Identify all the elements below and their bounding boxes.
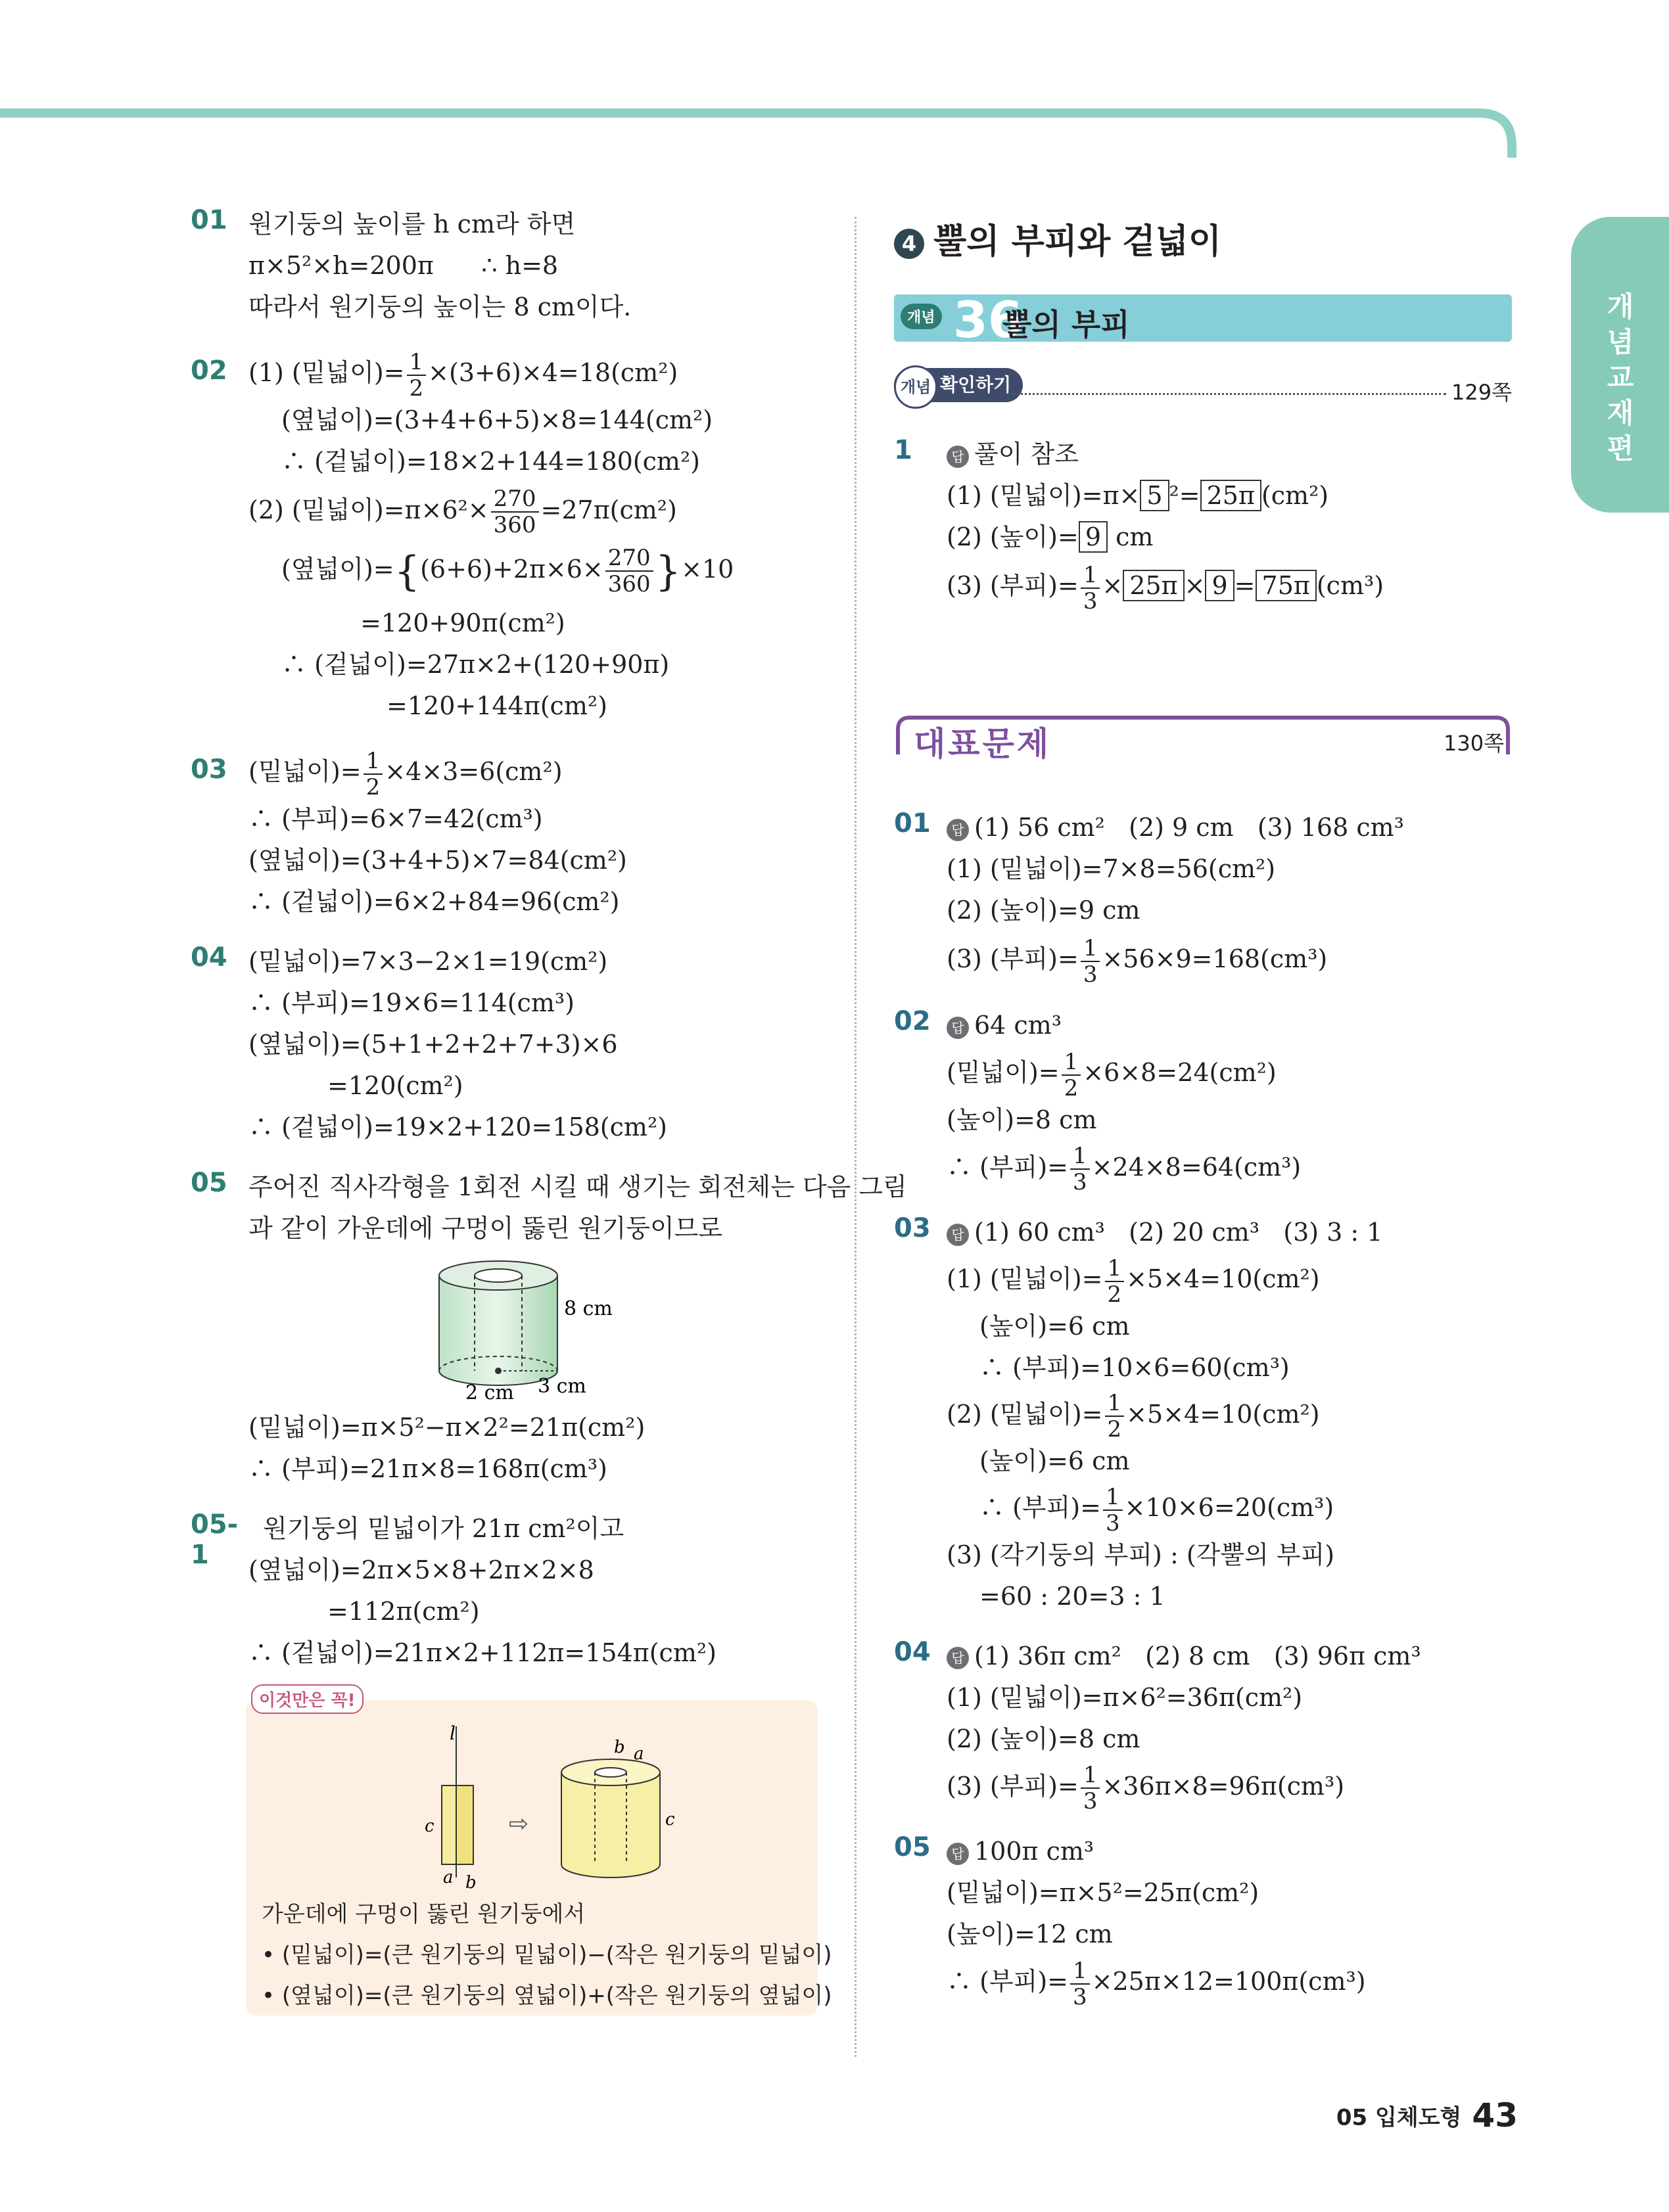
solution-line: (1) (밑넓이)=7×8=56(cm²): [947, 854, 1276, 883]
rep-problem-01: [894, 807, 1512, 986]
solution-line: (옆넓이)=(3+4+6+5)×8=144(cm²): [281, 405, 713, 434]
text-segment: ×56×9=168(cm³): [1102, 944, 1328, 973]
rotation-figure: [397, 1713, 699, 1891]
solution-line: [947, 558, 1512, 613]
text-segment: (3) (부피)=: [947, 1771, 1079, 1801]
problem-number: 01: [191, 205, 227, 235]
solution-line: [947, 517, 1512, 558]
answer-mark: 답: [947, 446, 969, 468]
section-title-text: 뿔의 부피와 겉넓이: [933, 222, 1222, 262]
problem-number: 05: [894, 1832, 931, 1862]
answer-mark: 답: [947, 819, 969, 841]
problem-number: 04: [191, 942, 227, 973]
offset-label: b: [614, 1737, 625, 1757]
solution-line: (밑넓이)=7×3−2×1=19(cm²): [248, 946, 608, 976]
problem-number: 02: [894, 1006, 931, 1036]
solution-line: [947, 1482, 1512, 1534]
text-segment: (2) (높이)=: [947, 522, 1079, 551]
solution-line: [248, 482, 822, 538]
text-segment: ×: [1184, 571, 1206, 600]
representative-header: [894, 714, 1512, 763]
denominator: 3: [1083, 1788, 1098, 1814]
solution-line: [947, 475, 1512, 517]
solution-line: (높이)=8 cm: [947, 1105, 1097, 1134]
problem-05-1: [191, 1508, 822, 1674]
concept-title: 뿔의 부피: [1002, 307, 1130, 342]
page-reference: 129쪽: [1451, 380, 1512, 405]
solution-line: ∴ (겉넓이)=21π×2+112π=154π(cm²): [248, 1638, 717, 1667]
numerator: 1: [407, 351, 427, 376]
text-segment: ×10×6=20(cm³): [1124, 1493, 1334, 1522]
solution-line: (3) (각기둥의 부피) : (각뿔의 부피): [947, 1540, 1335, 1569]
answer-text: (1) 60 cm³ (2) 20 cm³ (3) 3 : 1: [974, 1218, 1383, 1247]
check-problem-1: [894, 434, 1512, 613]
text-segment: ×(3+6)×4=18(cm²): [428, 358, 678, 387]
unit-title: 05 입체도형: [1336, 2104, 1462, 2131]
problem-05: [191, 1166, 907, 1490]
answer-mark: 답: [947, 1647, 969, 1669]
solution-line: [248, 346, 822, 400]
answer-box: 25π: [1123, 570, 1184, 601]
solution-line: ∴ (겉넓이)=19×2+120=158(cm²): [248, 1112, 668, 1141]
problem-number: 04: [894, 1636, 931, 1667]
solution-line: ∴ (겉넓이)=27π×2+(120+90π): [281, 650, 670, 679]
answer-text: 64 cm³: [974, 1011, 1062, 1040]
solution-line: ∴ (겉넓이)=6×2+84=96(cm²): [248, 887, 620, 916]
fraction: [1081, 561, 1100, 614]
text-segment: ∴ (부피)=: [947, 1152, 1068, 1182]
solution-line: [947, 1253, 1512, 1306]
denominator: 360: [607, 571, 651, 597]
section-number: 4: [894, 229, 924, 259]
denominator: 3: [1073, 1169, 1087, 1195]
fraction: [364, 747, 383, 800]
text-segment: (밑넓이)=: [947, 1058, 1060, 1087]
answer-line: [947, 807, 1512, 848]
numerator: 1: [1105, 1392, 1125, 1417]
answer-line: [947, 434, 1512, 475]
tip-line: • (밑넓이)=(큰 원기둥의 밑넓이)−(작은 원기둥의 밑넓이): [262, 1941, 832, 1968]
text-segment: ×25π×12=100π(cm³): [1091, 1967, 1366, 1996]
solution-line: (옆넓이)=(3+4+5)×7=84(cm²): [248, 845, 627, 875]
denominator: 2: [1064, 1074, 1079, 1101]
tip-line: 가운데에 구멍이 뚫린 원기둥에서: [262, 1901, 586, 1927]
fraction: [1105, 1257, 1125, 1306]
width-label: a: [443, 1867, 454, 1887]
problem-04: [191, 941, 822, 1148]
concept-bar: [894, 290, 1512, 349]
solution-line: [947, 931, 1512, 986]
representative-title: 대표문제: [914, 725, 1052, 763]
text-segment: ∴ (부피)=: [979, 1493, 1101, 1522]
answer-mark: 답: [947, 1843, 969, 1865]
problem-number: 01: [894, 808, 931, 839]
text-segment: (1) (밑넓이)=: [248, 358, 405, 387]
rep-problem-03: [894, 1212, 1512, 1617]
denominator: 2: [365, 773, 381, 800]
solution-line: ∴ (겉넓이)=18×2+144=180(cm²): [281, 446, 701, 476]
solution-line: (2) (높이)=9 cm: [947, 896, 1140, 925]
denominator: 2: [409, 375, 424, 402]
text-segment: (1) (밑넓이)=π×: [947, 481, 1140, 510]
fraction: [1103, 1483, 1123, 1536]
offset-label: b: [465, 1872, 477, 1891]
solution-line: [947, 1955, 1512, 2008]
numerator: 1: [1081, 1764, 1100, 1789]
right-column-rep: [894, 807, 1512, 2027]
text-segment: cm: [1108, 522, 1154, 551]
numerator: 1: [1081, 937, 1100, 962]
text-segment: (3) (부피)=: [947, 571, 1079, 600]
solution-line: (높이)=6 cm: [979, 1311, 1130, 1341]
answer-text: 풀이 참조: [974, 440, 1079, 469]
side-tab: [1571, 217, 1669, 513]
denominator: 3: [1083, 588, 1098, 614]
check-circle: 개념: [894, 365, 937, 409]
answer-text: (1) 36π cm² (2) 8 cm (3) 96π cm³: [974, 1641, 1421, 1671]
rep-problem-05: [894, 1831, 1512, 2008]
solution-line: ∴ (부피)=6×7=42(cm³): [248, 804, 543, 833]
solution-line: (1) (밑넓이)=π×6²=36π(cm²): [947, 1682, 1303, 1712]
brace-open: {: [394, 547, 421, 595]
solution-line: [947, 1046, 1512, 1099]
numerator: 1: [1103, 1486, 1123, 1511]
text-segment: ×5×4=10(cm²): [1126, 1399, 1320, 1429]
solution-line: =60 : 20=3 : 1: [979, 1581, 1165, 1611]
fraction: [1081, 1764, 1100, 1812]
solution-line: =112π(cm²): [327, 1596, 480, 1626]
solution-line: [947, 1760, 1512, 1813]
solution-line: 과 같이 가운데에 구멍이 뚫린 원기둥이므로: [248, 1213, 723, 1243]
answer-line: [947, 1212, 1512, 1253]
column-divider: [855, 217, 857, 2057]
tip-box: [246, 1690, 832, 2016]
hollow-cylinder-figure: [426, 1249, 702, 1407]
text-segment: ×4×3=6(cm²): [385, 757, 563, 786]
solution-line: (밑넓이)=π×5²−π×2²=21π(cm²): [248, 1412, 646, 1442]
text-segment: ×5×4=10(cm²): [1126, 1264, 1320, 1293]
rep-problem-04: [894, 1636, 1512, 1813]
solution-line: [947, 1389, 1512, 1441]
answer-box: 9: [1079, 521, 1108, 553]
text-segment: (6+6)+2π×6×: [420, 554, 603, 584]
numerator: 1: [1081, 564, 1100, 589]
denominator: 360: [493, 512, 536, 538]
solution-line: (높이)=12 cm: [947, 1920, 1113, 1948]
text-segment: ×6×8=24(cm²): [1083, 1058, 1277, 1087]
solution-line: [947, 1141, 1512, 1194]
rep-problem-02: [894, 1005, 1512, 1193]
answer-text: 100π cm³: [974, 1837, 1094, 1866]
text-segment: ∴ (부피)=: [947, 1967, 1068, 1996]
answer-line: [947, 1831, 1512, 1872]
numerator: 1: [1070, 1960, 1090, 1985]
fraction: [491, 488, 539, 536]
text-segment: ×10: [681, 554, 734, 584]
problem-number: 05-1: [191, 1509, 239, 1570]
numerator: 1: [364, 750, 383, 775]
text-segment: (1) (밑넓이)=: [947, 1264, 1103, 1293]
brace-close: }: [655, 547, 682, 595]
solution-line: π×5²×h=200π ∴ h=8: [248, 251, 559, 280]
denominator: 2: [1107, 1281, 1122, 1308]
fraction: [407, 348, 427, 402]
problem-number: 03: [894, 1213, 931, 1243]
inner-radius-label: 2 cm: [465, 1381, 514, 1404]
fraction: [1070, 1145, 1090, 1193]
problem-01: [191, 204, 822, 328]
solution-line: (밑넓이)=π×5²=25π(cm²): [947, 1878, 1259, 1907]
solution-line: (높이)=6 cm: [979, 1446, 1130, 1475]
answer-box: 75π: [1256, 570, 1317, 601]
fraction: [605, 547, 653, 595]
numerator: 1: [1070, 1145, 1090, 1170]
solution-line: 따라서 원기둥의 높이는 8 cm이다.: [248, 292, 632, 321]
concept-number: 36: [953, 290, 1023, 349]
problem-number: 02: [191, 356, 227, 386]
check-header: [894, 368, 1512, 407]
denominator: 3: [1073, 1983, 1087, 2010]
problem-number: 1: [894, 435, 912, 465]
text-segment: (3) (부피)=: [947, 944, 1079, 973]
answer-line: [947, 1636, 1512, 1677]
text-segment: (2) (밑넓이)=π×6²×: [248, 495, 489, 524]
solution-line: ∴ (부피)=19×6=114(cm³): [248, 988, 575, 1017]
width-label: a: [634, 1743, 644, 1764]
dotted-leader: [1012, 393, 1446, 395]
check-badge: 확인하기: [894, 368, 1023, 402]
solution-line: (옆넓이)=2π×5×8+2π×2×8: [248, 1555, 594, 1584]
text-segment: (cm³): [1316, 571, 1384, 600]
solution-line: (2) (높이)=8 cm: [947, 1724, 1140, 1753]
left-column: [191, 204, 907, 2016]
arrow-icon: ⇨: [509, 1810, 529, 1837]
page-number: 43: [1472, 2096, 1518, 2134]
answer-box: 25π: [1200, 480, 1261, 511]
solution-line: 주어진 직사각형을 1회전 시킬 때 생기는 회전체는 다음 그림: [248, 1172, 907, 1201]
text-segment: (2) (밑넓이)=: [947, 1399, 1103, 1429]
solution-line: [248, 538, 822, 603]
text-segment: (밑넓이)=: [248, 757, 362, 786]
tip-tag: 이것만은 꼭!: [251, 1684, 364, 1714]
top-header-bar: [0, 0, 1669, 171]
fraction: [1105, 1392, 1125, 1440]
solution-line: =120(cm²): [327, 1071, 463, 1100]
right-column-check: [894, 434, 1512, 632]
solution-line: 원기둥의 높이를 h cm라 하면: [248, 210, 576, 239]
side-label: c: [665, 1809, 675, 1830]
fraction: [1081, 934, 1100, 988]
solution-line: ∴ (부피)=10×6=60(cm³): [979, 1352, 1290, 1382]
tip-line: • (옆넓이)=(큰 원기둥의 옆넓이)+(작은 원기둥의 옆넓이): [262, 1982, 832, 2009]
height-label: 8 cm: [564, 1297, 613, 1320]
side-tab-label: 개념교재편: [1607, 290, 1634, 465]
answer-box: 5: [1140, 480, 1169, 511]
fraction: [1070, 1957, 1090, 2010]
denominator: 3: [1083, 961, 1098, 988]
outer-radius-label: 3 cm: [538, 1374, 586, 1398]
solution-line: =120+90π(cm²): [360, 609, 565, 637]
numerator: 1: [1105, 1257, 1125, 1282]
denominator: 3: [1106, 1509, 1120, 1536]
solution-line: [248, 745, 822, 798]
fraction: [1062, 1048, 1081, 1101]
solution-line: 원기둥의 밑넓이가 21π cm²이고: [263, 1513, 624, 1543]
denominator: 2: [1107, 1416, 1122, 1442]
text-segment: (cm²): [1261, 481, 1329, 510]
numerator: 270: [605, 547, 653, 572]
text-segment: ×: [1102, 571, 1123, 600]
side-label: c: [425, 1816, 435, 1836]
section-title: [894, 214, 1221, 263]
concept-tag: 개념: [901, 304, 942, 329]
solution-line: (옆넓이)=(5+1+2+2+7+3)×6: [248, 1029, 618, 1059]
answer-mark: 답: [947, 1017, 969, 1039]
answer-box: 9: [1205, 570, 1234, 601]
answer-mark: 답: [947, 1224, 969, 1246]
problem-number: 05: [191, 1167, 227, 1198]
problem-03: [191, 745, 822, 923]
answer-text: (1) 56 cm² (2) 9 cm (3) 168 cm³: [974, 813, 1404, 842]
answer-line: [947, 1005, 1512, 1046]
solution-line: =120+144π(cm²): [387, 691, 607, 720]
text-segment: =: [1234, 571, 1256, 600]
page-reference: 130쪽: [1444, 731, 1504, 756]
axis-label: l: [450, 1722, 456, 1744]
text-segment: ×24×8=64(cm³): [1091, 1152, 1302, 1182]
text-segment: ²=: [1169, 481, 1200, 510]
problem-number: 03: [191, 754, 227, 785]
numerator: 270: [491, 488, 539, 513]
text-segment: ×36π×8=96π(cm³): [1102, 1771, 1345, 1801]
numerator: 1: [1062, 1051, 1081, 1076]
text-segment: (옆넓이)=: [281, 554, 394, 584]
text-segment: =27π(cm²): [540, 495, 677, 524]
page-footer: [1336, 2096, 1518, 2134]
problem-02: [191, 346, 822, 727]
solution-line: ∴ (부피)=21π×8=168π(cm³): [248, 1454, 607, 1483]
